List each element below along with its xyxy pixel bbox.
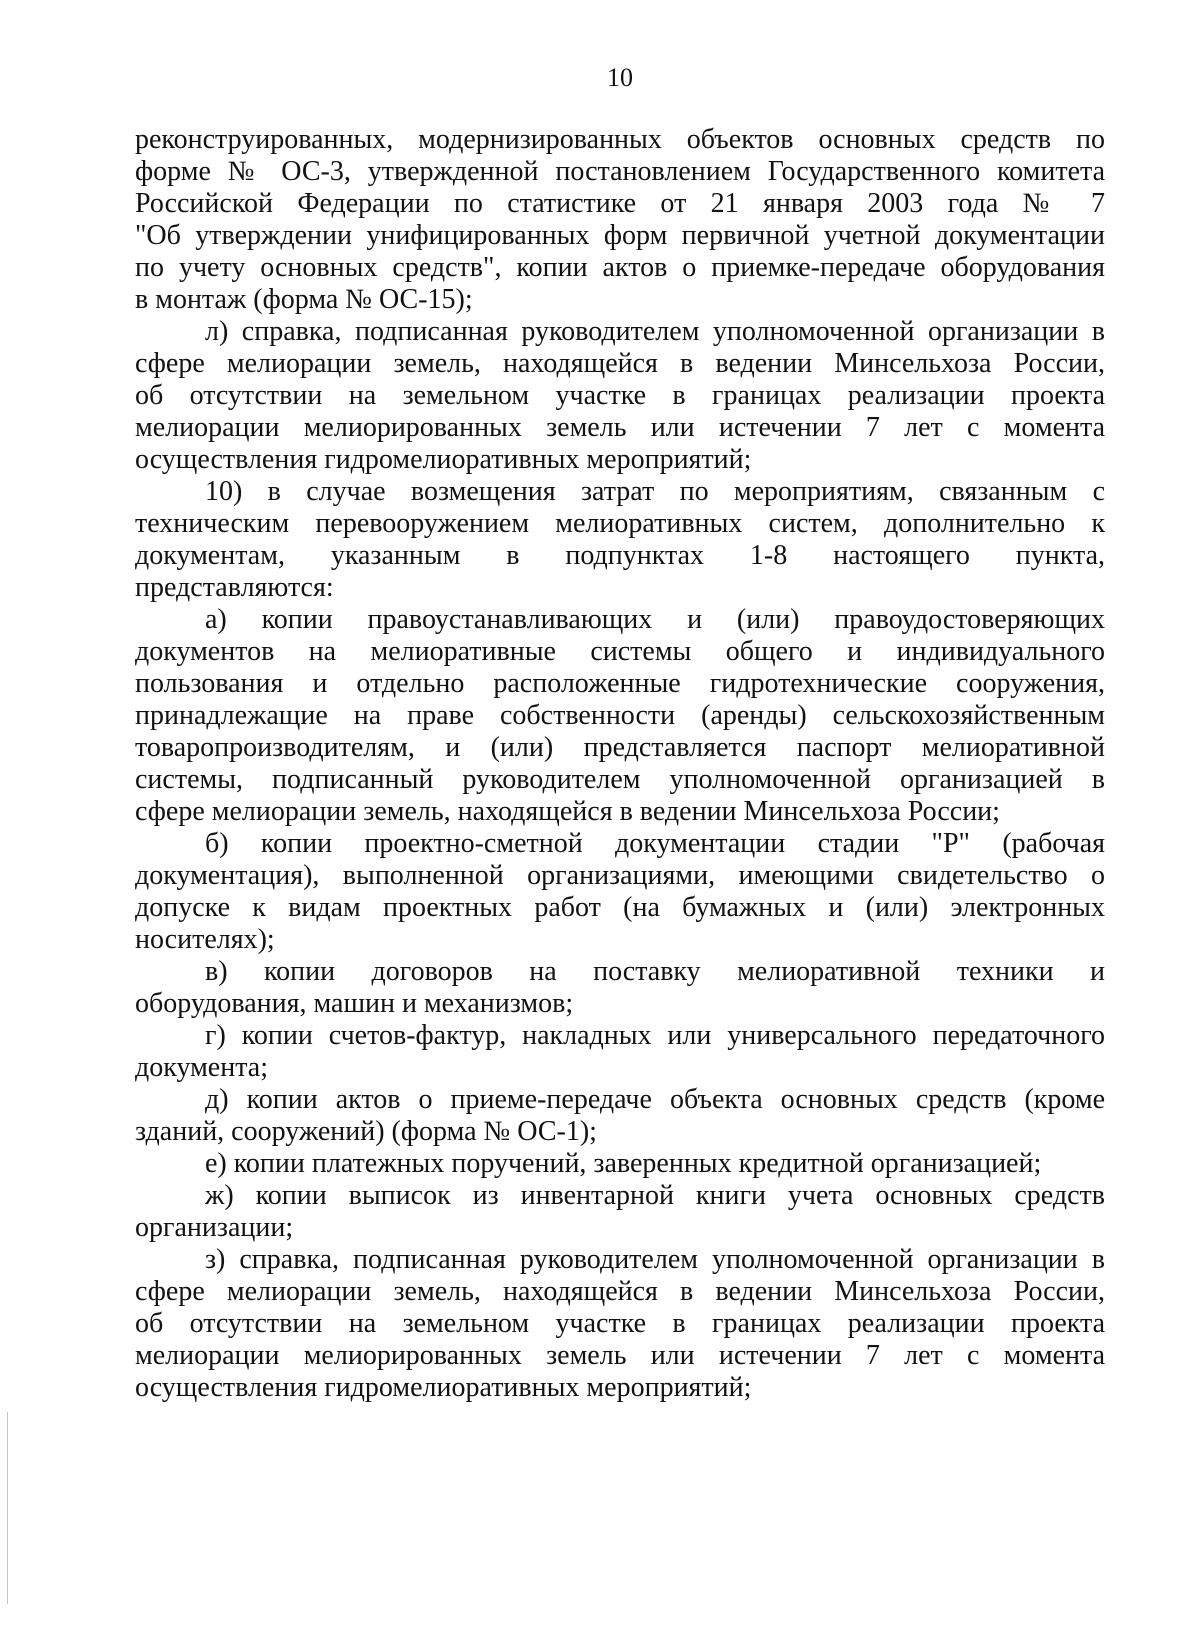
text-line: осуществления гидромелиоративных мероприятий; — [135, 1372, 752, 1403]
text-line: 10) в случае возмещения затрат по мероприятиям, связанным с — [205, 476, 1105, 507]
text-line: в) копии договоров на поставку мелиоративной техники и — [205, 956, 1105, 987]
text-line: документация), выполненной организациями, имеющими свидетельство о — [135, 860, 1105, 891]
paragraph-continuation — [135, 124, 1105, 316]
text-line: допуске к видам проектных работ (на бумажных и (или) электронных — [135, 892, 1105, 923]
text-line: мелиорации мелиорированных земель или истечении 7 лет с момента — [135, 412, 1105, 443]
text-line: носителях); — [135, 924, 275, 955]
paragraph-item-g — [135, 1020, 1105, 1084]
text-line: принадлежащие на праве собственности (аренды) сельскохозяйственным — [135, 700, 1105, 731]
text-line: товаропроизводителям, и (или) представляется паспорт мелиоративной — [135, 732, 1105, 763]
text-line: пользования и отдельно расположенные гидротехнические сооружения, — [135, 668, 1105, 699]
text-line: сфере мелиорации земель, находящейся в ведении Минсельхоза России, — [135, 348, 1105, 379]
text-line: д) копии актов о приеме-передаче объекта основных средств (кроме — [205, 1084, 1105, 1115]
paragraph-item-b — [135, 828, 1105, 956]
paragraph-item-z — [135, 1244, 1105, 1404]
paragraph-item-10 — [135, 476, 1105, 604]
text-line: документа; — [135, 1052, 268, 1083]
text-line: в монтаж (форма № ОС-15); — [135, 284, 473, 315]
text-line: Российской Федерации по статистике от 21 января 2003 года № 7 — [135, 188, 1105, 219]
text-line: сфере мелиорации земель, находящейся в ведении Минсельхоза России; — [135, 796, 1000, 827]
paragraph-item-d — [135, 1084, 1105, 1148]
text-line: документов на мелиоративные системы общего и индивидуального — [135, 636, 1105, 667]
text-line: организации; — [135, 1212, 294, 1243]
text-line: е) копии платежных поручений, заверенных кредитной организацией; — [205, 1148, 1042, 1179]
text-line: форме № ОС-3, утвержденной постановлением Государственного комитета — [135, 156, 1105, 187]
text-line: зданий, сооружений) (форма № ОС-1); — [135, 1116, 597, 1147]
text-line: реконструированных, модернизированных объектов основных средств по — [135, 124, 1105, 155]
text-line: по учету основных средств", копии актов о приемке-передаче оборудования — [135, 252, 1105, 283]
page-number: 10 — [607, 63, 633, 92]
text-line: техническим перевооружением мелиоративных систем, дополнительно к — [135, 508, 1105, 539]
text-line: сфере мелиорации земель, находящейся в ведении Минсельхоза России, — [135, 1276, 1105, 1307]
text-line: "Об утверждении унифицированных форм первичной учетной документации — [135, 220, 1105, 251]
text-line: системы, подписанный руководителем уполномоченной организацией в — [135, 764, 1105, 795]
paragraph-item-zh — [135, 1180, 1105, 1244]
text-line: г) копии счетов-фактур, накладных или универсального передаточного — [205, 1020, 1105, 1051]
paragraph-item-l — [135, 316, 1105, 476]
paragraph-item-v — [135, 956, 1105, 1020]
text-line: б) копии проектно-сметной документации стадии "Р" (рабочая — [205, 828, 1105, 859]
text-line: оборудования, машин и механизмов; — [135, 988, 574, 1019]
document-body — [135, 124, 1105, 1404]
text-line: з) справка, подписанная руководителем уполномоченной организации в — [205, 1244, 1105, 1275]
text-line: представляются: — [135, 572, 334, 603]
scan-edge-line — [7, 1412, 8, 1604]
paragraph-item-a — [135, 604, 1105, 828]
text-line: ж) копии выписок из инвентарной книги учета основных средств — [205, 1180, 1105, 1211]
text-line: документам, указанным в подпунктах 1-8 настоящего пункта, — [135, 540, 1105, 571]
text-line: а) копии правоустанавливающих и (или) правоудостоверяющих — [205, 604, 1105, 635]
text-line: осуществления гидромелиоративных мероприятий; — [135, 444, 752, 475]
text-line: л) справка, подписанная руководителем уполномоченной организации в — [205, 316, 1105, 347]
text-line: об отсутствии на земельном участке в границах реализации проекта — [135, 380, 1105, 411]
text-line: мелиорации мелиорированных земель или истечении 7 лет с момента — [135, 1340, 1105, 1371]
paragraph-item-e — [135, 1148, 1105, 1180]
text-line: об отсутствии на земельном участке в границах реализации проекта — [135, 1308, 1105, 1339]
